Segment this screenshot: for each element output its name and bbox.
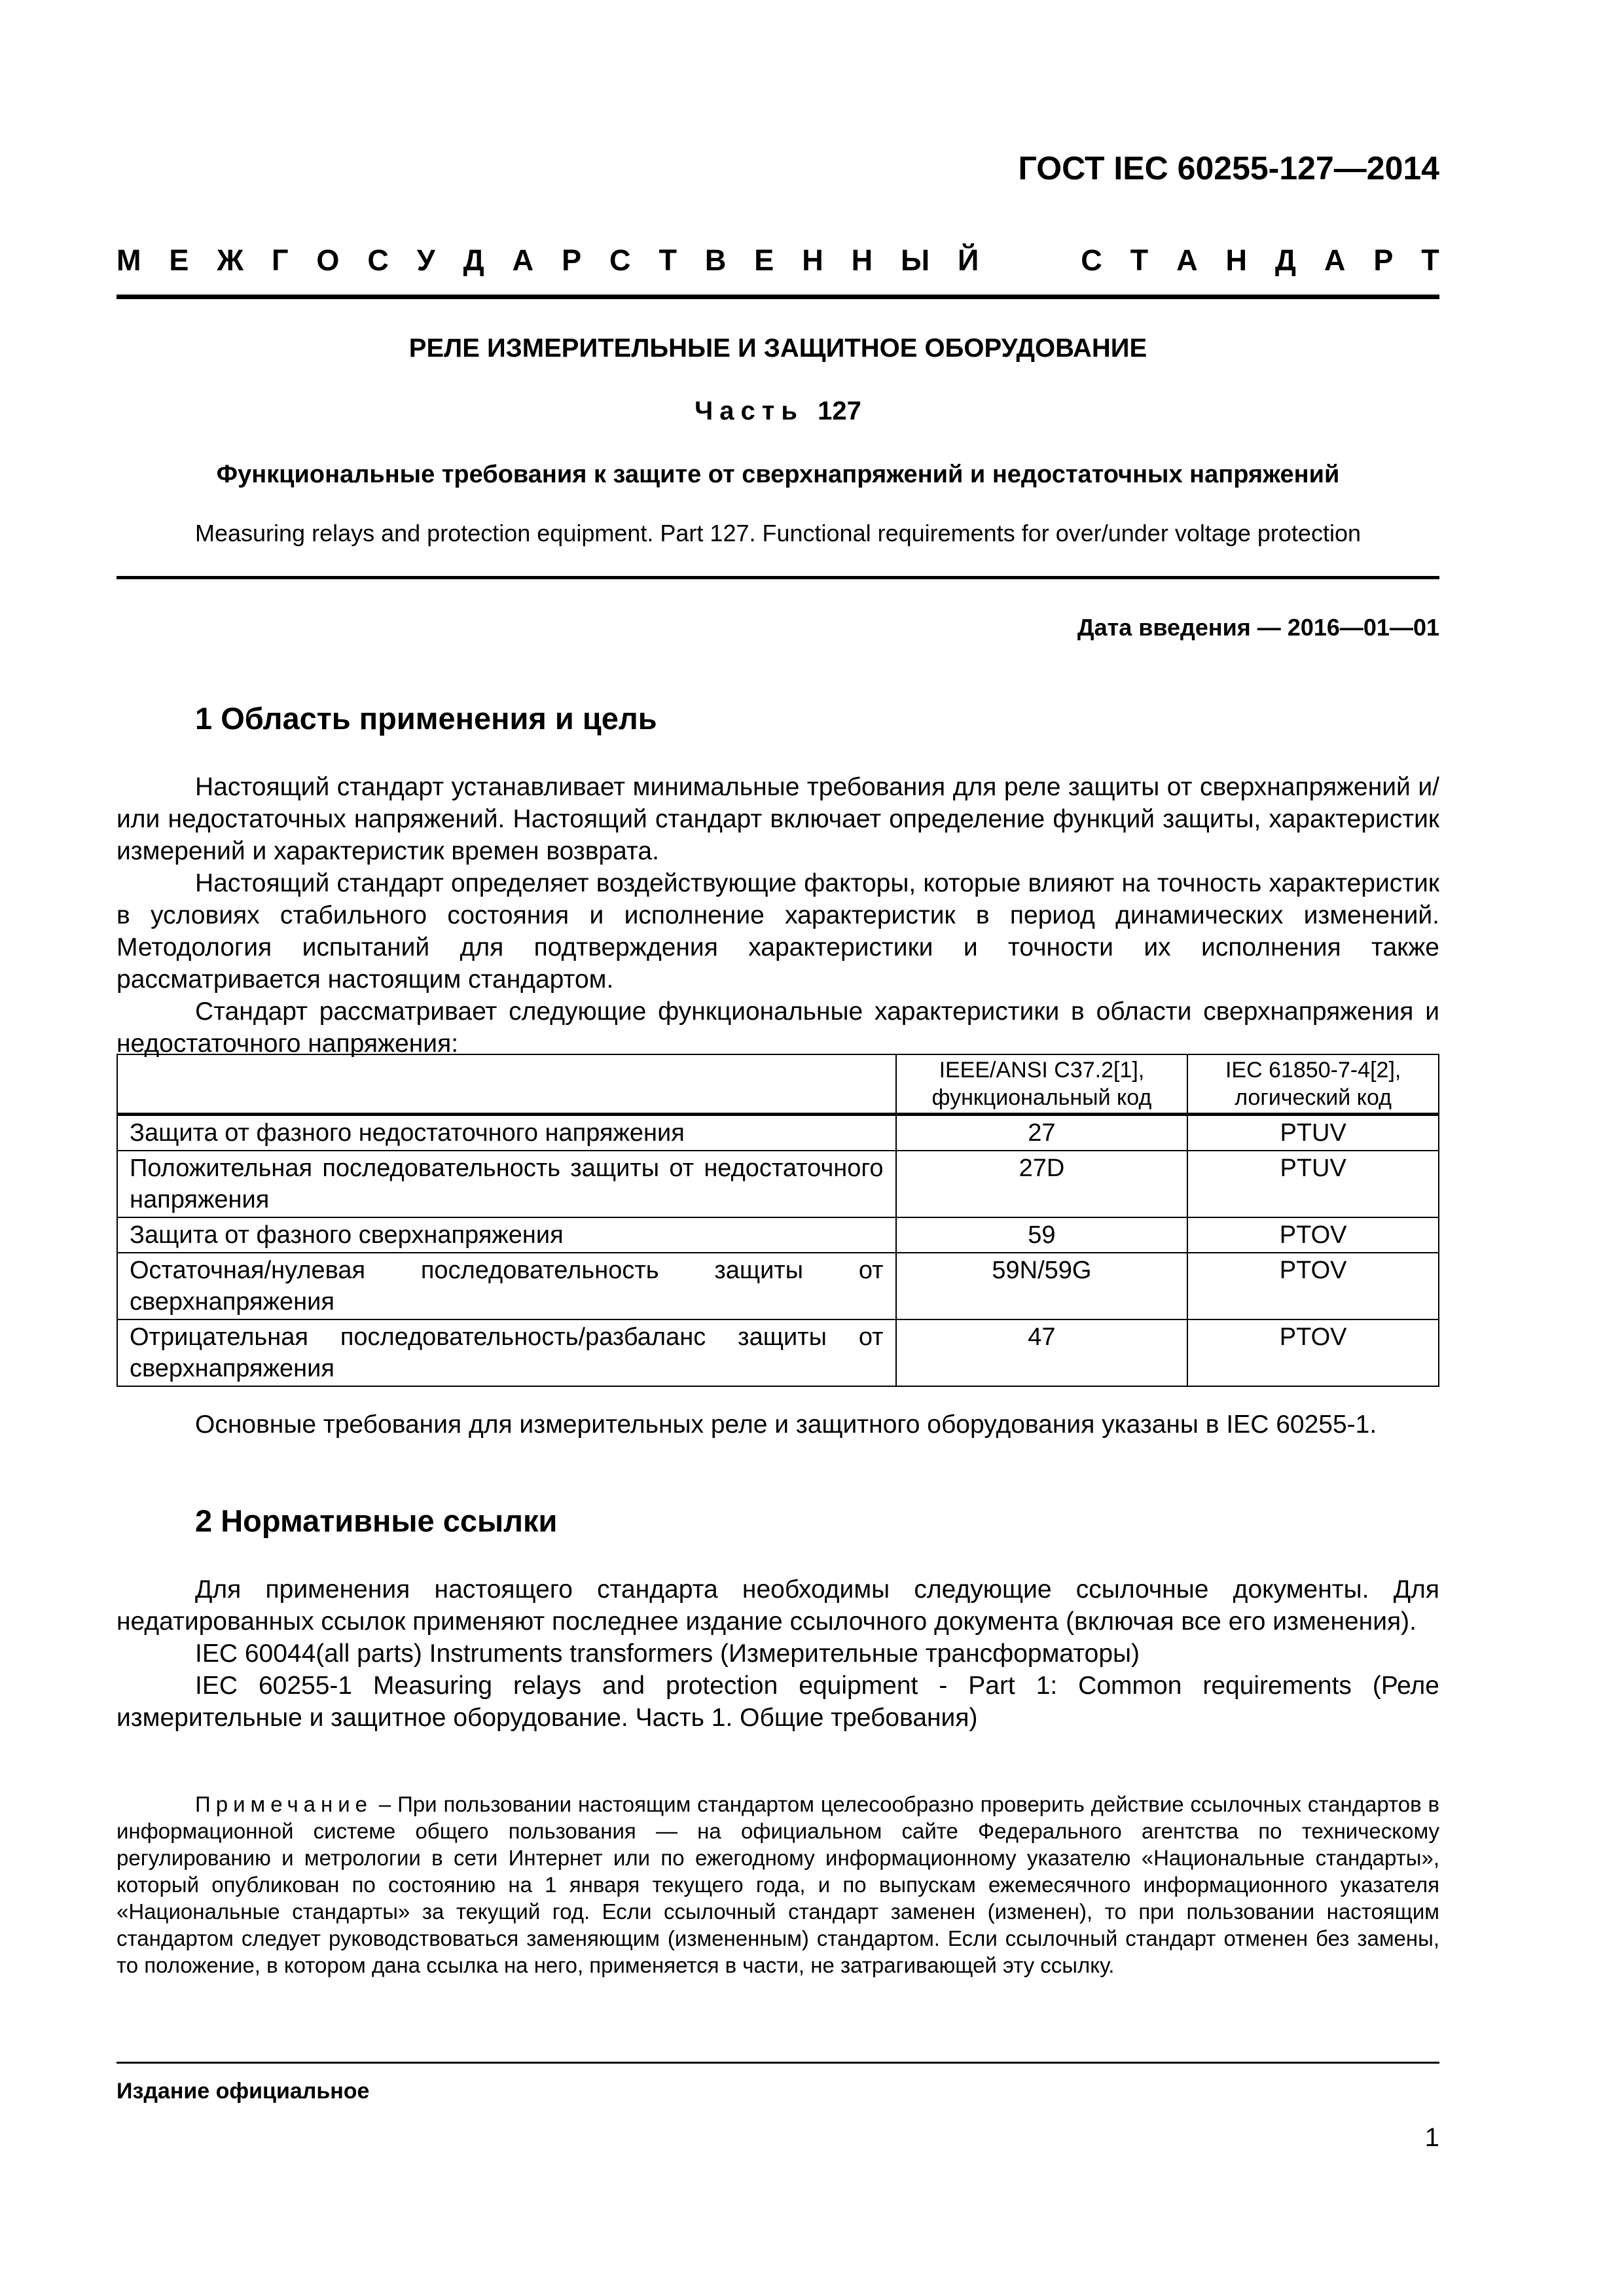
table-cell: 59N/59G [896, 1253, 1188, 1319]
table-cell: PTUV [1187, 1151, 1439, 1217]
table-cell: Защита от фазного сверхнапряжения [117, 1217, 896, 1253]
banner-letter: Н [1225, 243, 1247, 277]
header-rule [117, 295, 1439, 299]
banner-letter: Е [754, 243, 774, 277]
table-row [117, 1115, 1439, 1151]
intro-date-label: Дата введения — [1077, 614, 1281, 641]
table-row [117, 1319, 1439, 1386]
note-label: Примечание [195, 1792, 373, 1816]
note-block [117, 1791, 1439, 1979]
banner-letter: С [609, 243, 631, 277]
banner-letter: С [367, 243, 389, 277]
table-cell: PTOV [1187, 1217, 1439, 1253]
table-row [117, 1253, 1439, 1319]
intro-date-value: 2016—01—01 [1287, 614, 1439, 641]
paragraph: Стандарт рассматривает следующие функциональные характеристики в области сверхнапряжения и недостаточного напряжения: [117, 997, 1439, 1058]
note-paragraph [117, 1791, 1439, 1979]
table-header-cell [117, 1054, 896, 1115]
banner-letter: А [1176, 243, 1198, 277]
banner-letter: Т [659, 243, 677, 277]
note-text: – При пользовании настоящим стандартом целесообразно проверить действие ссылочных стандартов в информационной системе общего пользования — на официальном сайте Федерального агентства по техническому регулированию и метрологии в сети Интернет или по ежегодному информационному указателю «Национальные стандарты», который опубликован по состоянию на 1 января текущего года, и по выпускам ежемесячного информационного указателя «Национальные стандарты» за текущий год. Если ссылочный стандарт заменен (изменен), то при пользовании настоящим стандартом следует руководствоваться заменяющим (измененным) стандартом. Если ссылочный стандарт отменен без замены, то положение, в котором дана ссылка на него, применяется в части, не затрагивающей эту ссылку. [117, 1792, 1439, 1977]
functions-table [117, 1054, 1439, 1387]
banner-letter: В [704, 243, 727, 277]
english-title: Measuring relays and protection equipment. Part 127. Functional requirements for over/under voltage protection [195, 520, 1361, 547]
table-cell: PTOV [1187, 1253, 1439, 1319]
banner-letter: Р [562, 243, 582, 277]
table-row [117, 1217, 1439, 1253]
banner-letter: С [1081, 243, 1102, 277]
table-header-cell: IEC 61850-7-4[2], логический код [1187, 1054, 1439, 1115]
table-cell: 27 [896, 1115, 1188, 1151]
table-cell: 27D [896, 1151, 1188, 1217]
table-cell: Положительная последовательность защиты от недостаточного напряжения [117, 1151, 896, 1217]
banner-letter: Е [169, 243, 189, 277]
banner-letter: М [117, 243, 141, 277]
section-1-closing [117, 1408, 1439, 1441]
section-1-heading: 1 Область применения и цель [195, 701, 657, 736]
banner-gap [1007, 243, 1053, 278]
paragraph: Настоящий стандарт устанавливает минимальные требования для реле защиты от сверхнапряжений и/или недостаточных напряжений. Настоящий стандарт включает определение функций защиты, характеристик измерений и характеристик времен возврата. [117, 773, 1439, 865]
section-2-heading: 2 Нормативные ссылки [195, 1503, 558, 1538]
reference-item: IEC 60044(all parts) Instruments transformers (Измерительные трансформаторы) [195, 1640, 1140, 1668]
table-row [117, 1151, 1439, 1217]
footer-rule [117, 2062, 1439, 2064]
reference-item: IEC 60255-1 Measuring relays and protection equipment - Part 1: Common requirements (Реле измерительные и защитное оборудование. Часть 1. Общие требования) [117, 1672, 1439, 1732]
table-cell: 59 [896, 1217, 1188, 1253]
banner-letter: У [416, 243, 435, 277]
banner-letter: А [512, 243, 534, 277]
standard-type-banner [117, 243, 1439, 278]
document-title: РЕЛЕ ИЗМЕРИТЕЛЬНЫЕ И ЗАЩИТНОЕ ОБОРУДОВАНИЕ [408, 334, 1147, 363]
document-subtitle: Функциональные требования к защите от сверхнапряжений и недостаточных напряжений [216, 461, 1340, 488]
table-cell: PTUV [1187, 1115, 1439, 1151]
edition-label: Издание официальное [117, 2079, 370, 2104]
part-label-text: Часть [695, 397, 804, 425]
introduction-date [1077, 614, 1439, 641]
part-number: 127 [818, 397, 861, 425]
banner-letter: Ы [901, 243, 930, 277]
banner-letter: Д [1274, 243, 1296, 277]
table-cell: PTOV [1187, 1319, 1439, 1386]
table-header-row [117, 1054, 1439, 1115]
table-cell: Защита от фазного недостаточного напряжения [117, 1115, 896, 1151]
banner-letter: Н [851, 243, 873, 277]
document-code: ГОСТ IEC 60255-127—2014 [1018, 150, 1439, 187]
table-cell: Отрицательная последовательность/разбаланс защиты от сверхнапряжения [117, 1319, 896, 1386]
table-cell: 47 [896, 1319, 1188, 1386]
title-rule [117, 576, 1439, 579]
table-cell: Остаточная/нулевая последовательность защиты от сверхнапряжения [117, 1253, 896, 1319]
banner-letter: Т [1421, 243, 1439, 277]
banner-letter: Н [802, 243, 823, 277]
banner-letter: Г [271, 243, 289, 277]
banner-letter: Й [958, 243, 979, 277]
banner-letter: Р [1373, 243, 1394, 277]
section-2-text [117, 1573, 1439, 1734]
paragraph: Настоящий стандарт определяет воздействующие факторы, которые влияют на точность характеристик в условиях стабильного состояния и исполнение характеристик в период динамических изменений. Методология испытаний для подтверждения характеристики и точности их исполнения также рассматривается настоящим стандартом. [117, 869, 1439, 994]
banner-letter: А [1324, 243, 1346, 277]
page-number: 1 [1424, 2123, 1439, 2152]
section-1-text [117, 771, 1439, 1060]
part-label [117, 397, 1439, 426]
table-header-cell: IEEE/ANSI C37.2[1], функциональный код [896, 1054, 1188, 1115]
banner-letter: Ж [217, 243, 244, 277]
banner-letter: Д [463, 243, 484, 277]
banner-letter: О [316, 243, 340, 277]
banner-letter: Т [1130, 243, 1149, 277]
paragraph: Основные требования для измерительных реле и защитного оборудования указаны в IEC 60255-1. [195, 1410, 1377, 1439]
paragraph: Для применения настоящего стандарта необходимы следующие ссылочные документы. Для недатированных ссылок применяют последнее издание ссылочного документа (включая все его изменения). [117, 1575, 1439, 1636]
